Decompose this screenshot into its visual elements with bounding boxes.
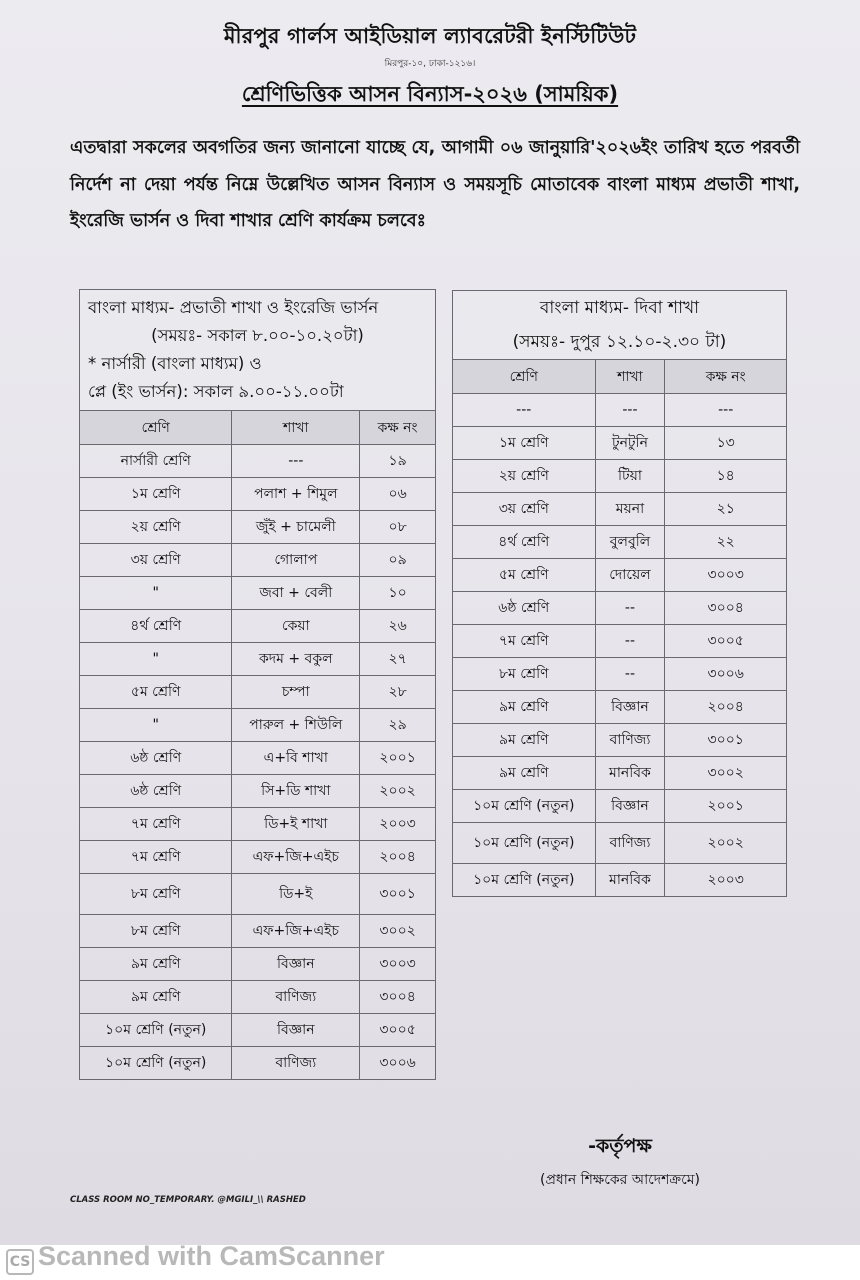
cell-section: দোয়েল [595, 559, 665, 592]
table-row [453, 493, 787, 526]
cell-room: ৩০০৫ [360, 1014, 436, 1047]
cell-section: গোলাপ [232, 544, 360, 577]
cell-class: " [80, 577, 232, 610]
cell-room: ২৬ [360, 610, 436, 643]
table-header-row [80, 411, 436, 445]
column-header-class: শ্রেণি [453, 360, 596, 394]
column-header-class: শ্রেণি [80, 411, 232, 445]
cell-class: ৪র্থ শ্রেণি [80, 610, 232, 643]
column-header-room: কক্ষ নং [360, 411, 436, 445]
cell-room: ২০০৩ [360, 808, 436, 841]
cell-room: ২০০৪ [360, 841, 436, 874]
table-row [80, 775, 436, 808]
cell-class: ৭ম শ্রেণি [453, 625, 596, 658]
cell-room: ৩০০৫ [665, 625, 787, 658]
cell-section: বিজ্ঞান [595, 691, 665, 724]
caption-line: বাংলা মাধ্যম- প্রভাতী শাখা ও ইংরেজি ভার্সন [88, 298, 379, 317]
day-shift-table [452, 290, 787, 897]
table-row [453, 526, 787, 559]
cell-room: ০৬ [360, 478, 436, 511]
signature-subtitle: (প্রধান শিক্ষকের আদেশক্রমে) [540, 1172, 700, 1188]
table-header-row [453, 360, 787, 394]
table-row [453, 790, 787, 823]
cell-class: ১০ম শ্রেণি (নতুন) [453, 823, 596, 864]
cell-room: ২০০১ [665, 790, 787, 823]
cell-section: চম্পা [232, 676, 360, 709]
cell-class: ৬ষ্ঠ শ্রেণি [453, 592, 596, 625]
table-row [80, 948, 436, 981]
cell-section: মানবিক [595, 864, 665, 897]
cell-section: বিজ্ঞান [595, 790, 665, 823]
morning-shift-caption [80, 290, 436, 411]
cell-class: ৯ম শ্রেণি [453, 757, 596, 790]
table-row [453, 757, 787, 790]
table-row [80, 874, 436, 915]
table-row [80, 808, 436, 841]
table-caption-row [453, 291, 787, 360]
caption-note-time: প্লে (ইং ভার্সন): সকাল ৯.০০-১১.০০টা [88, 382, 344, 401]
cs-logo-icon: CS [6, 1249, 34, 1275]
cell-room: ২৮ [360, 676, 436, 709]
caption-time: (সময়ঃ- সকাল ৮.০০-১০.২০টা) [151, 326, 364, 345]
table-row [80, 841, 436, 874]
cell-room: ০৮ [360, 511, 436, 544]
cell-class: ৫ম শ্রেণি [453, 559, 596, 592]
cell-section: ডি+ই শাখা [232, 808, 360, 841]
cell-room: ৩০০৪ [665, 592, 787, 625]
table-row [80, 577, 436, 610]
table-row [80, 610, 436, 643]
table-row [80, 915, 436, 948]
cell-section: জুঁই + চামেলী [232, 511, 360, 544]
cell-room: ৩০০৩ [665, 559, 787, 592]
cell-class: ৮ম শ্রেণি [80, 874, 232, 915]
table-row [453, 427, 787, 460]
table-row [453, 460, 787, 493]
cell-section: ময়না [595, 493, 665, 526]
cell-section: কেয়া [232, 610, 360, 643]
cell-section: টুনটুনি [595, 427, 665, 460]
cell-class: ১০ম শ্রেণি (নতুন) [453, 864, 596, 897]
table-row [80, 676, 436, 709]
cell-class: --- [453, 394, 596, 427]
cell-section: বিজ্ঞান [232, 1014, 360, 1047]
cell-section: পারুল + শিউলি [232, 709, 360, 742]
cell-room: ৩০০১ [665, 724, 787, 757]
cell-section: বুলবুলি [595, 526, 665, 559]
cell-section: জবা + বেলী [232, 577, 360, 610]
table-row [80, 445, 436, 478]
cell-room: ৩০০২ [360, 915, 436, 948]
column-header-room: কক্ষ নং [665, 360, 787, 394]
cell-section: টিয়া [595, 460, 665, 493]
cell-section: -- [595, 592, 665, 625]
cell-class: ৮ম শ্রেণি [453, 658, 596, 691]
cell-section: মানবিক [595, 757, 665, 790]
cell-section: -- [595, 625, 665, 658]
cell-class: ২য় শ্রেণি [80, 511, 232, 544]
cell-class: ১ম শ্রেণি [80, 478, 232, 511]
cell-class: ৬ষ্ঠ শ্রেণি [80, 775, 232, 808]
cell-section: এফ+জি+এইচ [232, 841, 360, 874]
cell-room: ১০ [360, 577, 436, 610]
table-row [80, 709, 436, 742]
cell-section: বাণিজ্য [232, 981, 360, 1014]
caption-time: (সময়ঃ- দুপুর ১২.১০-২.৩০ টা) [512, 332, 727, 352]
cell-class: ১০ম শ্রেণি (নতুন) [80, 1014, 232, 1047]
cell-room: ১৩ [665, 427, 787, 460]
cell-section: -- [595, 658, 665, 691]
column-header-section: শাখা [232, 411, 360, 445]
cell-class: ৯ম শ্রেণি [453, 724, 596, 757]
notice-title-text: শ্রেণিভিত্তিক আসন বিন্যাস-২০২৬ (সাময়িক) [241, 82, 619, 106]
table-row [80, 1014, 436, 1047]
day-shift-caption [453, 291, 787, 360]
table-row [80, 544, 436, 577]
cell-section: বাণিজ্য [232, 1047, 360, 1080]
cell-section: পলাশ + শিমুল [232, 478, 360, 511]
notice-body: এতদ্বারা সকলের অবগতির জন্য জানানো যাচ্ছে যে, আগামী ০৬ জানুয়ারি'২০২৬ইং তারিখ হতে পরবর্তী নির্দেশ না দেয়া পর্যন্ত নিম্নে উল্লেখিত আসন বিন্যাস ও সময়সূচি মোতাবেক বাংলা মাধ্যম প্রভাতী শাখা, ইংরেজি ভার্সন ও দিবা শাখার শ্রেণি কার্যক্রম চলবেঃ [70, 138, 800, 231]
cell-class: ৭ম শ্রেণি [80, 808, 232, 841]
cell-class: ২য় শ্রেণি [453, 460, 596, 493]
cell-room: ২৯ [360, 709, 436, 742]
cell-room: ০৯ [360, 544, 436, 577]
cell-room: ২০০২ [360, 775, 436, 808]
cell-class: ৯ম শ্রেণি [80, 948, 232, 981]
caption-line: বাংলা মাধ্যম- দিবা শাখা [539, 298, 700, 318]
table-row [453, 823, 787, 864]
cell-class: ৩য় শ্রেণি [80, 544, 232, 577]
cell-room: ২০০২ [665, 823, 787, 864]
table-row [453, 864, 787, 897]
camscanner-watermark [0, 1241, 860, 1280]
table-row [80, 643, 436, 676]
cell-room: ২০০৩ [665, 864, 787, 897]
cell-class: ১০ম শ্রেণি (নতুন) [453, 790, 596, 823]
cell-class: " [80, 643, 232, 676]
cell-section: এ+বি শাখা [232, 742, 360, 775]
cell-class: ৩য় শ্রেণি [453, 493, 596, 526]
caption-note: * নার্সারী (বাংলা মাধ্যম) ও [88, 354, 262, 373]
cell-section: বাণিজ্য [595, 823, 665, 864]
cell-class: ৫ম শ্রেণি [80, 676, 232, 709]
column-header-section: শাখা [595, 360, 665, 394]
footnote: CLASS ROOM NO_TEMPORARY. @MGILI_\\ RASHED [70, 1195, 306, 1205]
cell-class: ৮ম শ্রেণি [80, 915, 232, 948]
table-row [80, 981, 436, 1014]
cell-class: নার্সারী শ্রেণি [80, 445, 232, 478]
table-row [453, 394, 787, 427]
table-row [80, 742, 436, 775]
cell-class: ১০ম শ্রেণি (নতুন) [80, 1047, 232, 1080]
cell-section: --- [595, 394, 665, 427]
cell-room: ২০০৪ [665, 691, 787, 724]
notice-title [0, 78, 860, 113]
cell-room: ২২ [665, 526, 787, 559]
cell-section: বিজ্ঞান [232, 948, 360, 981]
table-row [80, 1047, 436, 1080]
watermark-text: Scanned with CamScanner [38, 1241, 385, 1271]
cell-class: " [80, 709, 232, 742]
table-row [80, 478, 436, 511]
table-row [453, 724, 787, 757]
cell-room: ৩০০৩ [360, 948, 436, 981]
table-row [80, 511, 436, 544]
cell-section: এফ+জি+এইচ [232, 915, 360, 948]
cell-section: --- [232, 445, 360, 478]
cell-section: বাণিজ্য [595, 724, 665, 757]
cell-class: ৯ম শ্রেণি [453, 691, 596, 724]
cell-room: ২৭ [360, 643, 436, 676]
table-row [453, 592, 787, 625]
morning-shift-table [79, 289, 436, 1080]
table-caption-row [80, 290, 436, 411]
cell-room: ১৪ [665, 460, 787, 493]
cell-class: ৯ম শ্রেণি [80, 981, 232, 1014]
cell-section: কদম + বকুল [232, 643, 360, 676]
table-row [453, 559, 787, 592]
institution-address: মিরপুর-১০, ঢাকা-১২১৬। [384, 59, 476, 69]
cell-room: ৩০০৪ [360, 981, 436, 1014]
cell-room: ১৯ [360, 445, 436, 478]
signature-title: -কর্তৃপক্ষ [588, 1135, 652, 1157]
cell-class: ৬ষ্ঠ শ্রেণি [80, 742, 232, 775]
table-row [453, 691, 787, 724]
table-row [453, 625, 787, 658]
cell-class: ১ম শ্রেণি [453, 427, 596, 460]
cell-room: ৩০০২ [665, 757, 787, 790]
cell-section: ডি+ই [232, 874, 360, 915]
cell-class: ৪র্থ শ্রেণি [453, 526, 596, 559]
cell-room: ২০০১ [360, 742, 436, 775]
cell-class: ৭ম শ্রেণি [80, 841, 232, 874]
cell-room: ৩০০১ [360, 874, 436, 915]
cell-room: ৩০০৬ [360, 1047, 436, 1080]
cell-section: সি+ডি শাখা [232, 775, 360, 808]
cell-room: ৩০০৬ [665, 658, 787, 691]
cell-room: --- [665, 394, 787, 427]
institution-name: মীরপুর গার্লস আইডিয়াল ল্যাবরেটরী ইনস্টিটিউট [223, 24, 637, 48]
table-row [453, 658, 787, 691]
cell-room: ২১ [665, 493, 787, 526]
